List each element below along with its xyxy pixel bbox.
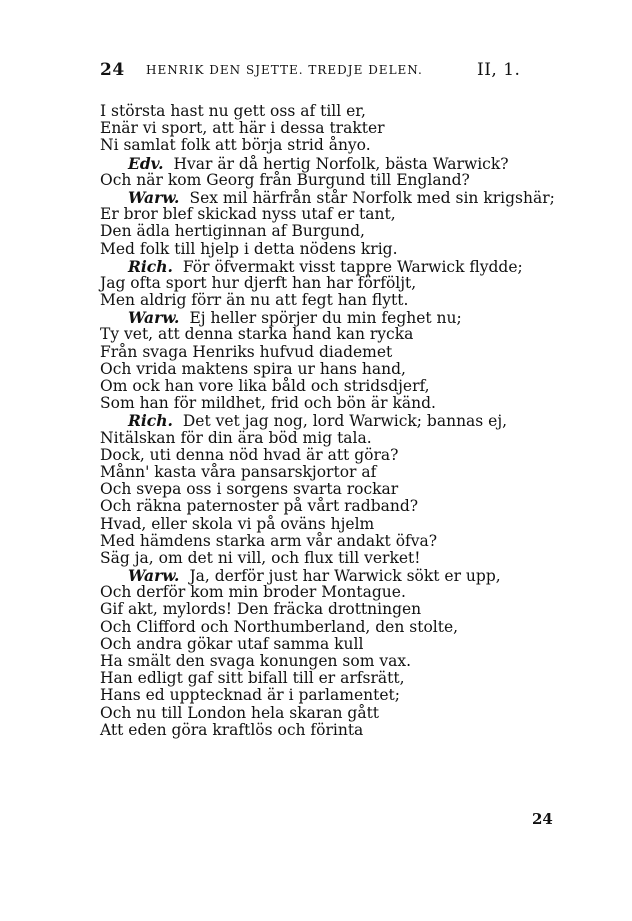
line-text: Och Clifford och Northumberland, den stolte, xyxy=(100,617,459,636)
verse-line xyxy=(100,172,580,189)
line-text: Månn' kasta våra pansarskjortor af xyxy=(100,462,377,481)
line-text: Att eden göra kraftlös och förinta xyxy=(100,720,364,739)
act-scene: II, 1. xyxy=(477,60,521,80)
verse-line xyxy=(100,137,580,154)
speech-line xyxy=(100,155,580,172)
speaker-name: Edv. xyxy=(128,153,164,173)
line-text: Dock, uti denna nöd hvad är att göra? xyxy=(100,445,399,464)
line-text: Er bror blef skickad nyss utaf er tant, xyxy=(100,205,396,224)
verse-line xyxy=(100,378,580,395)
line-text: För öfvermakt visst tappre Warwick flydde; xyxy=(182,257,523,276)
verse-line xyxy=(100,464,580,481)
line-text: Han edligt gaf sitt bifall till er arfsrätt, xyxy=(100,669,405,688)
verse-line xyxy=(100,653,580,670)
line-text: Och svepa oss i sorgens svarta rockar xyxy=(100,480,399,499)
running-title: HENRIK DEN SJETTE. TREDJE DELEN. xyxy=(146,63,423,77)
verse-line xyxy=(100,498,580,515)
verse-line xyxy=(100,584,580,601)
verse-line xyxy=(100,550,580,567)
verse-line xyxy=(100,361,580,378)
line-text: Med hämdens starka arm vår andakt öfva? xyxy=(100,531,438,550)
verse-line xyxy=(100,636,580,653)
running-head xyxy=(100,60,530,84)
line-text: Ej heller spörjer du min feghet nu; xyxy=(189,309,462,328)
verse-line xyxy=(100,516,580,533)
line-text: Nitälskan för din ära böd mig tala. xyxy=(100,428,372,447)
line-text: Om ock han vore lika båld och stridsdjerf, xyxy=(100,377,430,395)
verse-line xyxy=(100,601,580,618)
verse-line xyxy=(100,326,580,343)
verse-line xyxy=(100,292,580,309)
speaker-name: Warw. xyxy=(128,566,180,586)
page-number: 24 xyxy=(100,60,125,80)
line-text: Gif akt, mylords! Den fräcka drottningen xyxy=(100,600,422,619)
verse-text xyxy=(100,103,580,739)
speaker-name: Rich. xyxy=(128,411,173,431)
verse-line xyxy=(100,206,580,223)
line-text: Från svaga Henriks hufvud diademet xyxy=(100,342,393,361)
speech-line xyxy=(100,567,580,584)
verse-line xyxy=(100,223,580,240)
speaker-name: Rich. xyxy=(128,256,173,276)
verse-line xyxy=(100,705,580,722)
line-text: Men aldrig förr än nu att fegt han flytt. xyxy=(100,291,409,310)
line-text: Ty vet, att denna starka hand kan rycka xyxy=(100,325,414,344)
verse-line xyxy=(100,241,580,258)
verse-line xyxy=(100,687,580,704)
line-text: Den ädla hertiginnan af Burgund, xyxy=(100,222,365,241)
speech-line xyxy=(100,309,580,326)
verse-line xyxy=(100,619,580,636)
line-text: Med folk till hjelp i detta nödens krig. xyxy=(100,239,398,258)
line-text: Ni samlat folk att börja strid ånyo. xyxy=(100,136,371,155)
line-text: Ja, derför just har Warwick sökt er upp, xyxy=(189,567,501,586)
line-text: Jag ofta sport hur djerft han har förföljt, xyxy=(100,273,417,292)
line-text: Enär vi sport, att här i dessa trakter xyxy=(100,119,385,138)
speech-line xyxy=(100,412,580,429)
verse-line xyxy=(100,275,580,292)
line-text: Det vet jag nog, lord Warwick; bannas ej, xyxy=(182,412,508,431)
verse-line xyxy=(100,533,580,550)
verse-line xyxy=(100,722,580,739)
verse-line xyxy=(100,670,580,687)
verse-line xyxy=(100,447,580,464)
line-text: Och andra gökar utaf samma kull xyxy=(100,634,364,653)
verse-line xyxy=(100,103,580,120)
speech-line xyxy=(100,258,580,275)
line-text: Och derför kom min broder Montague. xyxy=(100,583,406,602)
line-text: Och vrida maktens spira ur hans hand, xyxy=(100,359,406,378)
speech-line xyxy=(100,189,580,206)
line-text: Hvad, eller skola vi på oväns hjelm xyxy=(100,514,375,533)
verse-line xyxy=(100,481,580,498)
speaker-name: Warw. xyxy=(128,308,180,328)
verse-line xyxy=(100,395,580,412)
printer-signature: 24 xyxy=(532,810,553,828)
line-text: Sex mil härfrån står Norfolk med sin krigshär; xyxy=(189,188,555,207)
line-text: Och räkna paternoster på vårt radband? xyxy=(100,497,419,516)
line-text: Och när kom Georg från Burgund till England? xyxy=(100,170,470,189)
line-text: Hvar är då hertig Norfolk, bästa Warwick? xyxy=(173,154,509,173)
verse-line xyxy=(100,344,580,361)
line-text: Hans ed upptecknad är i parlamentet; xyxy=(100,686,400,705)
line-text: Ha smält den svaga konungen som vax. xyxy=(100,652,411,670)
verse-line xyxy=(100,430,580,447)
line-text: Säg ja, om det ni vill, och flux till verket! xyxy=(100,548,421,567)
speaker-name: Warw. xyxy=(128,187,180,207)
verse-line xyxy=(100,120,580,137)
line-text: Och nu till London hela skaran gått xyxy=(100,703,380,722)
line-text: I största hast nu gett oss af till er, xyxy=(100,102,366,120)
line-text: Som han för mildhet, frid och bön är känd. xyxy=(100,394,436,413)
